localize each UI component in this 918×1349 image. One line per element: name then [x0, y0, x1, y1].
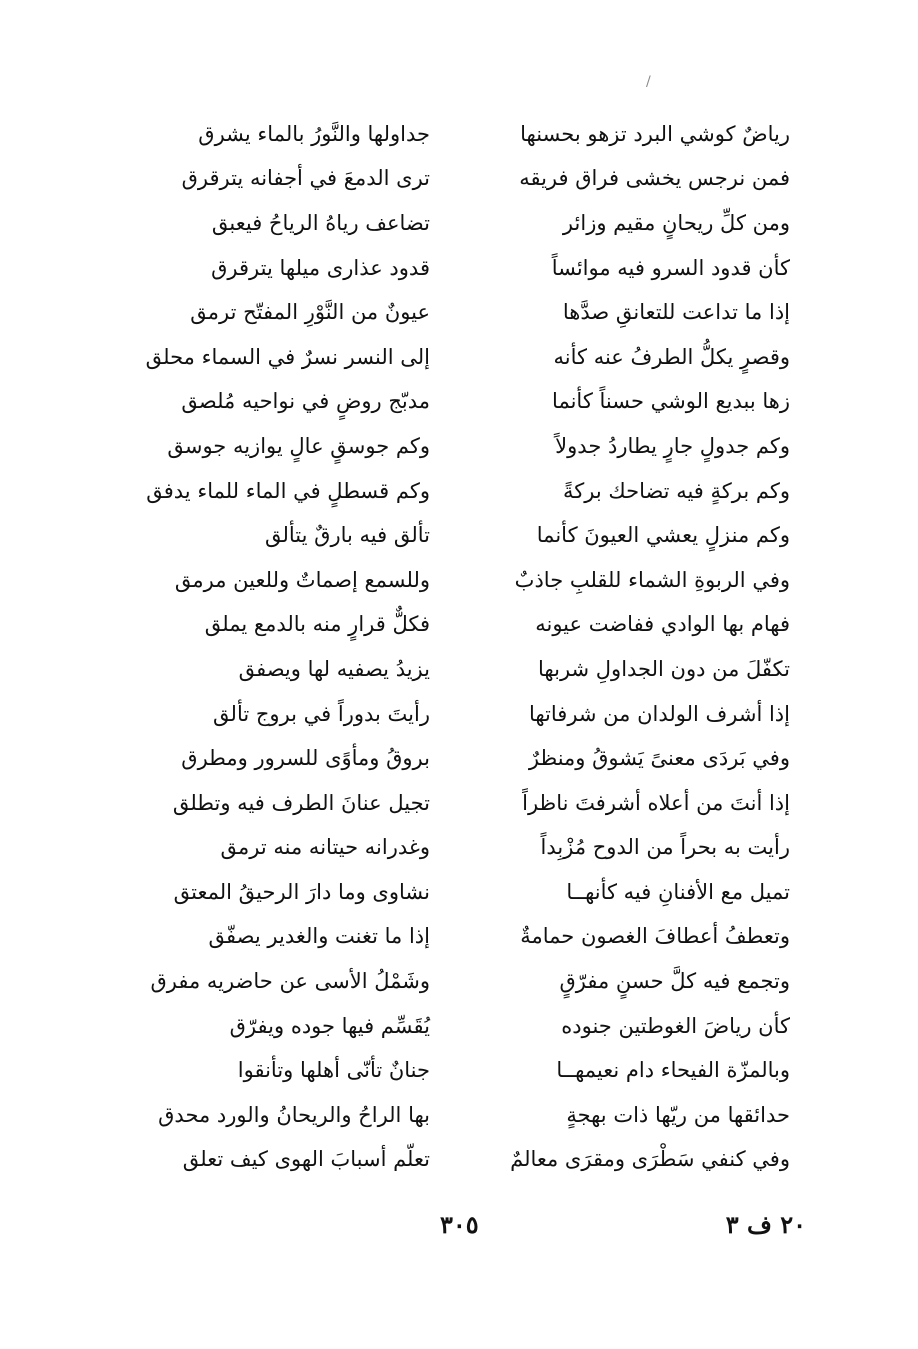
second-hemistich: فكلٌّ قرارٍ منه بالدمع يملق [204, 612, 430, 637]
first-hemistich: تميل مع الأفنانِ فيه كأنهــا [566, 879, 790, 904]
verse-line [130, 870, 790, 915]
verse-line [130, 380, 790, 425]
second-hemistich: يُقَسِّم فيها جوده ويفرّق [229, 1013, 430, 1038]
verse-line [130, 112, 790, 157]
first-hemistich: وفي كنفي سَطْرَى ومقرَى معالمٌ [510, 1147, 790, 1172]
margin-mark: / [646, 74, 651, 90]
verse-line [130, 335, 790, 380]
first-hemistich: إذا ما تداعت للتعانقِ صدَّها [562, 300, 790, 325]
second-hemistich: عيونٌ من النَّوْرِ المفتّح ترمق [190, 300, 430, 325]
first-hemistich: وكم منزلٍ يعشي العيونَ كأنما [536, 523, 790, 548]
second-hemistich: تضاعف رياهُ الرياحُ فيعبق [211, 210, 430, 235]
first-hemistich: رياضٌ كوشي البرد تزهو بحسنها [520, 121, 790, 146]
second-hemistich: إلى النسر نسرٌ في السماء محلق [145, 344, 430, 369]
second-hemistich: بها الراحُ والريحانُ والورد محدق [158, 1102, 430, 1127]
verse-line [130, 513, 790, 558]
first-hemistich: تكفّلَ من دون الجداولِ شربها [538, 656, 790, 681]
second-hemistich: ترى الدمعَ في أجفانه يترقرق [181, 166, 430, 191]
first-hemistich: وفي بَردَى معنىً يَشوقُ ومنظرٌ [528, 746, 790, 771]
second-hemistich: وغدرانه حيتانه منه ترمق [220, 835, 430, 860]
verse-line [130, 915, 790, 960]
first-hemistich: وفي الربوةِ الشماء للقلبِ جاذبٌ [514, 567, 790, 592]
verse-line [130, 1093, 790, 1138]
second-hemistich: تجيل عنانَ الطرف فيه وتطلق [172, 790, 430, 815]
first-hemistich: إذا أنتَ من أعلاه أشرفتَ ناظراً [522, 790, 790, 815]
first-hemistich: حدائقها من ريّها ذات بهجةٍ [566, 1102, 790, 1127]
poem-body [130, 112, 790, 1182]
first-hemistich: كأن رياضَ الغوطتين جنوده [561, 1013, 790, 1038]
verse-line [130, 736, 790, 781]
verse-line [130, 424, 790, 469]
first-hemistich: وتجمع فيه كلَّ حسنٍ مفرّقٍ [559, 969, 790, 994]
verse-line [130, 290, 790, 335]
verse-line [130, 1138, 790, 1183]
first-hemistich: وكم جدولٍ جارٍ يطاردُ جدولاً [555, 433, 790, 458]
verse-line [130, 692, 790, 737]
verse-line [130, 647, 790, 692]
second-hemistich: إذا ما تغنت والغدير يصفّق [208, 924, 430, 949]
first-hemistich: رأيت به بحراً من الدوح مُزْبِداً [540, 835, 790, 860]
second-hemistich: يزيدُ يصفيه لها ويصفق [238, 656, 430, 681]
verse-line [130, 1004, 790, 1049]
second-hemistich: نشاوى وما دارَ الرحيقُ المعتق [173, 879, 430, 904]
verse-line [130, 1048, 790, 1093]
verse-line [130, 781, 790, 826]
second-hemistich: وشَمْلُ الأسى عن حاضريه مفرق [150, 969, 430, 994]
second-hemistich: رأيتَ بدوراً في بروج تألق [213, 701, 430, 726]
verse-line [130, 246, 790, 291]
first-hemistich: ومن كلِّ ريحانٍ مقيم وزائر [562, 210, 790, 235]
verse-line [130, 157, 790, 202]
second-hemistich: مدبّج روضٍ في نواحيه مُلصق [181, 389, 430, 414]
verse-line [130, 558, 790, 603]
second-hemistich: جداولها والنَّورُ بالماء يشرق [198, 121, 430, 146]
second-hemistich: جنانٌ تأنّى أهلها وتأنقوا [237, 1058, 430, 1083]
first-hemistich: وكم بركةٍ فيه تضاحك بركةً [563, 478, 790, 503]
verse-line [130, 603, 790, 648]
first-hemistich: زها ببديع الوشي حسناً كأنما [552, 389, 790, 414]
verse-line [130, 826, 790, 871]
first-hemistich: فهام بها الوادي ففاضت عيونه [535, 612, 790, 637]
verse-line [130, 959, 790, 1004]
first-hemistich: وبالمزّة الفيحاء دام نعيمهــا [556, 1058, 790, 1083]
second-hemistich: وكم جوسقٍ عالٍ يوازيه جوسق [167, 433, 430, 458]
second-hemistich: وكم قسطلٍ في الماء للماء يدفق [146, 478, 430, 503]
second-hemistich: تألق فيه بارقٌ يتألق [265, 523, 430, 548]
page-number: ٣٠٥ [440, 1210, 479, 1239]
verse-line [130, 201, 790, 246]
first-hemistich: وتعطفُ أعطافَ الغصون حمامةٌ [520, 924, 790, 949]
first-hemistich: وقصرٍ يكلُّ الطرفُ عنه كأنه [553, 344, 790, 369]
second-hemistich: بروقُ ومأوًى للسرور ومطرق [181, 746, 430, 771]
first-hemistich: فمن نرجس يخشى فراق فريقه [519, 166, 790, 191]
first-hemistich: كأن قدود السرو فيه موائساً [551, 255, 790, 280]
second-hemistich: وللسمع إصماتٌ وللعين مرمق [174, 567, 430, 592]
signature-mark: ٢٠ ف ٣ [725, 1210, 806, 1239]
verse-line [130, 469, 790, 514]
first-hemistich: إذا أشرف الولدان من شرفاتها [528, 701, 790, 726]
second-hemistich: تعلّم أسبابَ الهوى كيف تعلق [182, 1147, 430, 1172]
second-hemistich: قدود عذارى ميلها يترقرق [211, 255, 430, 280]
